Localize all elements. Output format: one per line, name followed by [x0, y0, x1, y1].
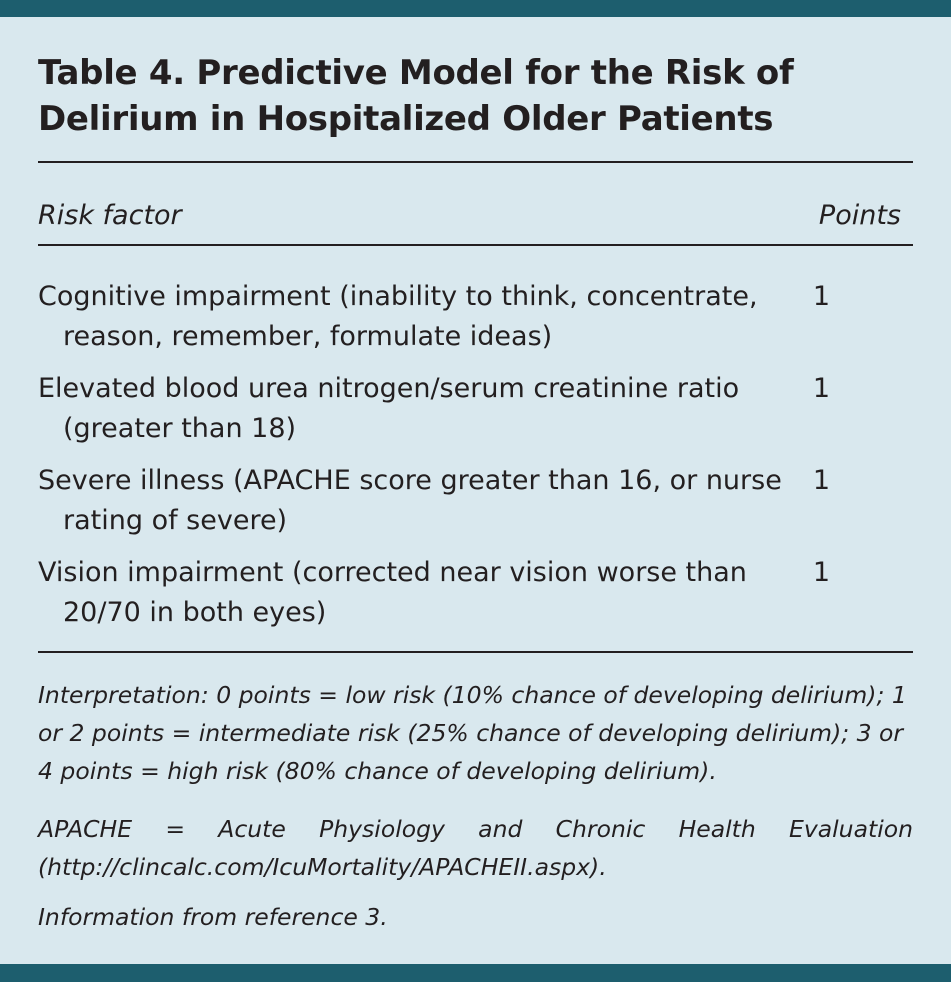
risk-factor-cell: Cognitive impairment (inability to think, concentrate, reason, remember, formulate ideas) — [38, 281, 758, 352]
table-row — [38, 369, 913, 461]
header-divider — [38, 244, 913, 246]
table-body — [38, 277, 913, 645]
abbreviation-note: APACHE = Acute Physiology and Chronic Health Evaluation (http://clincalc.com/IcuMortality/APACHEII.aspx). — [38, 815, 913, 881]
source-note: Information from reference 3. — [38, 903, 388, 931]
table-title: Table 4. Predictive Model for the Risk of Delirium in Hospitalized Older Patients — [38, 53, 794, 139]
column-header-points: Points — [818, 200, 901, 231]
risk-factor-cell: Elevated blood urea nitrogen/serum creatinine ratio (greater than 18) — [38, 373, 740, 444]
table-row — [38, 277, 913, 369]
top-accent-bar — [0, 0, 951, 17]
points-cell: 1 — [812, 373, 830, 404]
table-row — [38, 461, 913, 553]
column-header-risk-factor: Risk factor — [38, 200, 182, 231]
interpretation-note: Interpretation: 0 points = low risk (10% chance of developing delirium); 1 or 2 points = intermediate risk (25% chance of developing delirium); 3 or 4 points = high risk (80% chance of developing delirium). — [38, 681, 907, 785]
bottom-accent-bar — [0, 964, 951, 982]
points-cell: 1 — [812, 281, 830, 312]
points-cell: 1 — [812, 557, 830, 588]
points-cell: 1 — [812, 465, 830, 496]
table-bottom-divider — [38, 651, 913, 653]
risk-factor-cell: Severe illness (APACHE score greater than 16, or nurse rating of severe) — [38, 465, 782, 536]
title-divider — [38, 161, 913, 163]
risk-factor-cell: Vision impairment (corrected near vision worse than 20/70 in both eyes) — [38, 557, 747, 628]
table-row — [38, 553, 913, 645]
